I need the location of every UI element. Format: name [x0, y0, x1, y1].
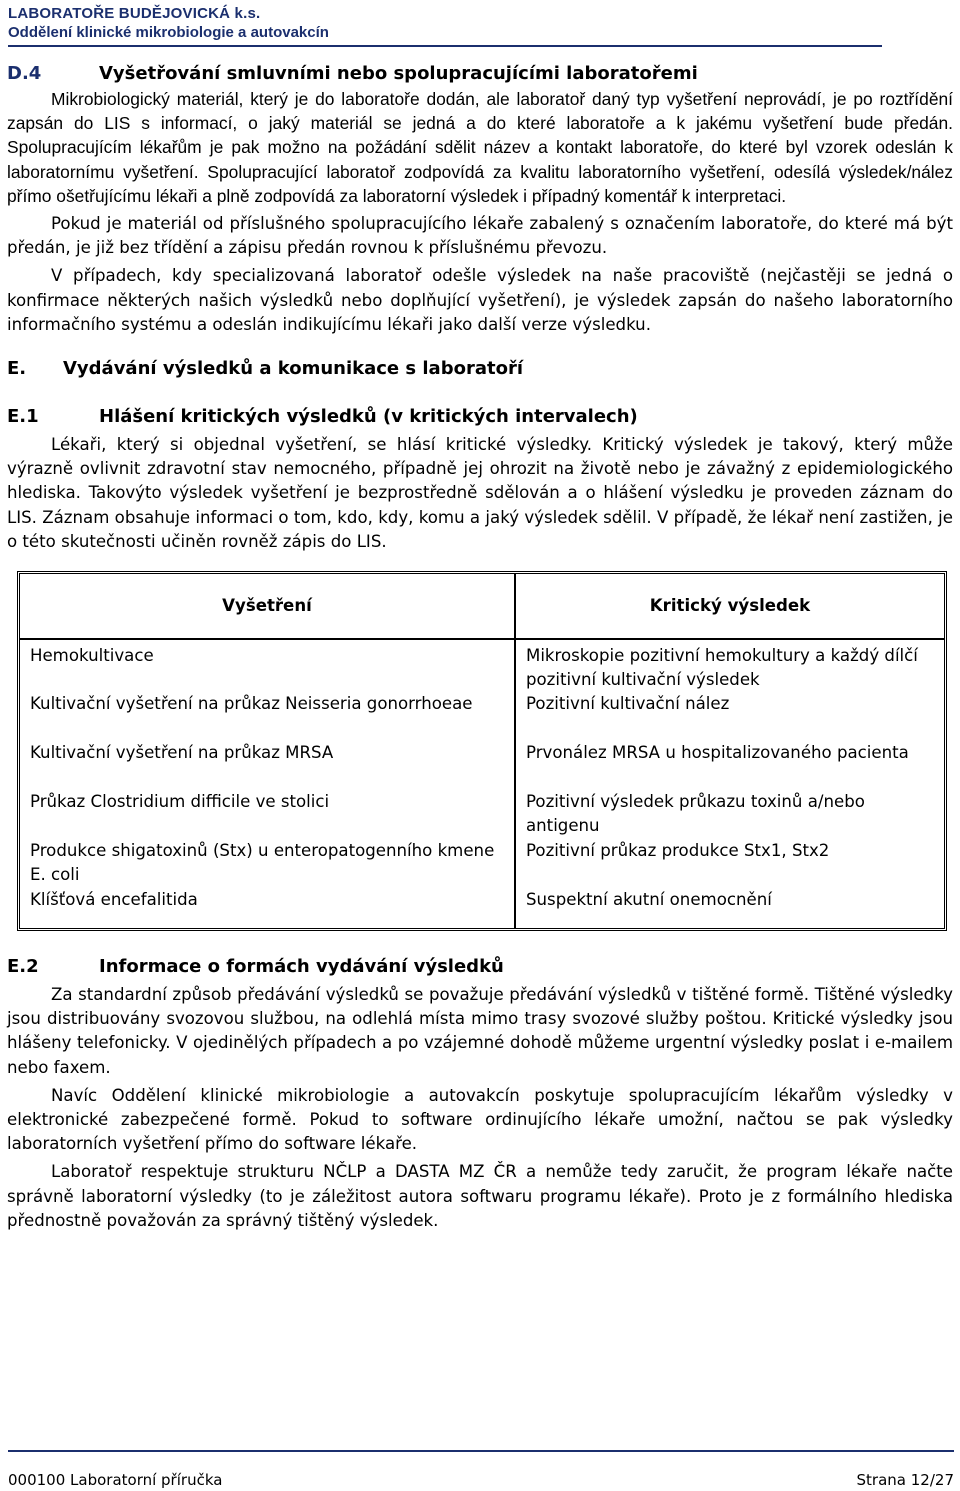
page-header: [8, 0, 882, 42]
column-header: Vyšetření: [20, 574, 515, 639]
column-header: Kritický výsledek: [515, 574, 944, 639]
section-title: Vydávání výsledků a komunikace s laboratoří: [63, 358, 523, 380]
paragraph: Lékaři, který si objednal vyšetření, se hlásí kritické výsledky. Kritický výsledek je takový, který může výrazně ovlivnit zdravotní stav nemocného, případně jej ohrozit na životě nebo je závažný z epidemiologického hlediska. Takovýto výsledek vyšetření je bezprostředně sdělován a o hlášení výsledku je proveden záznam do LIS. Záznam obsahuje informaci o tom, kdo, kdy, komu a jaký výsledek sdělil. V případě, že lékař není zastižen, je o této skutečnosti učiněn rovněž zápis do LIS.: [7, 435, 953, 551]
paragraph: Laboratoř respektuje strukturu NČLP a DASTA MZ ČR a nemůže tedy zaručit, že program lékaře načte správně laboratorní výsledky (to je záležitost autora softwaru programu lékaře). Proto je z formálního hlediska přednostně považován za správný tištěný výsledek.: [7, 1162, 953, 1230]
paragraph: Navíc Oddělení klinické mikrobiologie a autovakcín poskytuje spolupracujícím lékařům výsledky v elektronické zabezpečené formě. Pokud to software ordinujícího lékaře umožní, načtou se pak výsledky laboratorních vyšetření přímo do software lékaře.: [7, 1085, 953, 1154]
table-cell: Kultivační vyšetření na průkaz Neisseria gonorrhoeae: [20, 692, 515, 741]
table-cell: Klíšťová encefalitida: [20, 888, 515, 928]
table-row: [20, 790, 944, 839]
page-number: Strana 12/27: [856, 1471, 954, 1489]
table-cell: Produkce shigatoxinů (Stx) u enteropatogenního kmene E. coli: [20, 839, 515, 888]
department-name: Oddělení klinické mikrobiologie a autovakcín: [8, 24, 329, 41]
section-heading-e: [7, 357, 953, 381]
section-number: E.1: [7, 406, 39, 428]
document-id: 000100 Laboratorní příručka: [8, 1471, 223, 1489]
table-cell: Pozitivní průkaz produkce Stx1, Stx2: [526, 841, 830, 861]
table-cell: Hemokultivace: [20, 639, 515, 692]
section-title: Vyšetřování smluvními nebo spolupracujícími laboratořemi: [99, 63, 698, 84]
section-title: Hlášení kritických výsledků (v kritických intervalech): [99, 406, 638, 428]
paragraph: V případech, kdy specializovaná laboratoř odešle výsledek na naše pracoviště (nejčastěji se jedná o konfirmace některých našich výsledků nebo doplňující vyšetření), je výsledek zapsán do našeho laboratorního informačního systému a odeslán indikujícímu lékaři jako další verze výsledku.: [7, 266, 953, 334]
table-row: [20, 888, 944, 928]
organization-name: LABORATOŘE BUDĚJOVICKÁ k.s.: [8, 5, 261, 22]
document-body: [7, 62, 953, 1233]
table-row: [20, 741, 944, 790]
paragraph: Mikrobiologický materiál, který je do laboratoře dodán, ale laboratoř daný typ vyšetření neprovádí, je po roztřídění zapsán do LIS s informací, o jaký materiál se jedná a do které laboratoře a k jakému vyšetření bude předán. Spolupracujícím lékařům je pak možno na požádání sdělit název a kontakt laboratoře, do které byl vzorek odeslán k laboratornímu vyšetření. Spolupracující laboratoř zodpovídá za kvalitu laboratorního vyšetření, odesílá výsledek/nález přímo ošetřujícímu lékaři a plně zodpovídá za laboratorní výsledek i případný komentář k interpretaci.: [7, 89, 953, 206]
table-cell: Pozitivní kultivační nález: [526, 694, 730, 714]
table-cell: Kultivační vyšetření na průkaz MRSA: [20, 741, 515, 790]
section-number: E.: [7, 358, 27, 380]
section-heading-e1: [7, 405, 953, 429]
section-number: D.4: [7, 63, 42, 84]
table-header-row: [20, 574, 944, 639]
table-row: [20, 839, 944, 888]
table-cell: Prvonález MRSA u hospitalizovaného pacienta: [526, 743, 909, 763]
section-heading-e2: [7, 955, 953, 979]
section-number: E.2: [7, 956, 39, 978]
section-title: Informace o formách vydávání výsledků: [99, 956, 504, 978]
table-row: [20, 692, 944, 741]
table-cell: Pozitivní výsledek průkazu toxinů a/nebo antigenu: [526, 792, 865, 836]
header-rule: [8, 45, 882, 47]
section-heading-d4: [7, 62, 953, 86]
paragraph: Pokud je materiál od příslušného spolupracujícího lékaře zabalený s označením laboratoře, do které má být předán, je již bez třídění a zápisu předán rovnou k příslušnému převozu.: [7, 214, 953, 258]
table-cell: Suspektní akutní onemocnění: [526, 890, 772, 910]
paragraph: Za standardní způsob předávání výsledků se považuje předávání výsledků v tištěné formě. Tištěné výsledky jsou distribuovány svozovou službou, na odlehlá místa mimo trasy svozové služby poštou. Kritické výsledky jsou hlášeny telefonicky. V ojedinělých případech a po vzájemné dohodě můžeme urgentní výsledky poslat i e-mailem nebo faxem.: [7, 985, 953, 1077]
footer-rule: [8, 1450, 954, 1452]
table-cell: Mikroskopie pozitivní hemokultury a každý dílčí pozitivní kultivační výsledek: [526, 646, 918, 690]
table-cell: Průkaz Clostridium difficile ve stolici: [20, 790, 515, 839]
critical-results-table: [17, 571, 947, 931]
table-row: [20, 639, 944, 692]
